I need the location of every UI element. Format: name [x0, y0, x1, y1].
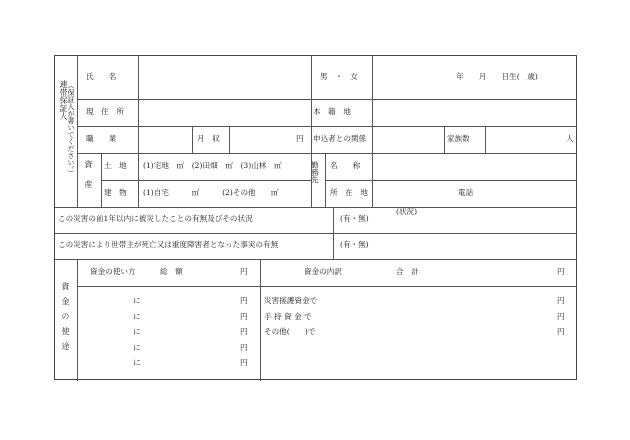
- use-row: に: [133, 312, 141, 321]
- rule: [77, 99, 577, 100]
- breakdown-row: 手 持 資 金 で: [264, 312, 312, 321]
- breakdown-row-yen: 円: [557, 296, 565, 305]
- prior-disaster-question: この災害の前1年以内に被災したことの有無及びその状況: [58, 214, 253, 223]
- sex-label: 男 ・ 女: [320, 72, 358, 81]
- building-label: 建 物: [104, 188, 127, 197]
- rule: [229, 126, 230, 153]
- use-row: に: [133, 358, 141, 367]
- guarantor-side-title: 連帯保証人: [59, 80, 68, 120]
- name-label: 氏 名: [86, 72, 117, 81]
- breakdown-row: 災害援護資金で: [264, 296, 318, 305]
- address-label: 現 住 所: [86, 107, 124, 116]
- workplace-label: 勤務先: [310, 161, 320, 184]
- rule: [55, 233, 577, 234]
- rule: [55, 207, 577, 208]
- rule: [333, 207, 334, 259]
- use-row: に: [133, 343, 141, 352]
- location-label: 所 在 地: [330, 188, 368, 197]
- death-options: (有・無): [340, 240, 369, 249]
- rule: [77, 286, 577, 287]
- use-row-yen: 円: [240, 358, 248, 367]
- assets-label: 資産: [84, 160, 93, 200]
- total-label: 総 額: [160, 267, 183, 276]
- use-header: 資金の使い方: [90, 267, 136, 276]
- family-unit: 人: [566, 134, 574, 143]
- rule: [485, 126, 486, 153]
- use-row-yen: 円: [240, 343, 248, 352]
- death-question: この災害により世帯主が死亡又は重度障害者となった事実の有無: [58, 240, 279, 249]
- rule: [101, 180, 311, 181]
- rule: [311, 56, 312, 207]
- rule: [77, 259, 78, 381]
- use-row: に: [133, 327, 141, 336]
- company-label: 名 称: [330, 161, 361, 170]
- income-label: 月 収: [197, 134, 220, 143]
- rule: [444, 126, 445, 153]
- breakdown-row-yen: 円: [557, 327, 565, 336]
- family-label: 家族数: [447, 134, 470, 143]
- breakdown-row-yen: 円: [557, 312, 565, 321]
- rule: [192, 126, 193, 153]
- use-row: に: [133, 296, 141, 305]
- rule: [55, 259, 577, 260]
- breakdown-header: 資金の内訳: [304, 267, 342, 276]
- relation-label: 申込者との関係: [313, 134, 367, 143]
- prior-disaster-options: (有・無): [340, 214, 369, 223]
- use-row-yen: 円: [240, 312, 248, 321]
- total-yen: 円: [240, 267, 248, 276]
- rule: [77, 126, 577, 127]
- birth-label: 年 月 日生( 歳): [456, 72, 538, 81]
- status-label: (状況): [396, 207, 418, 216]
- domicile-label: 本 籍 地: [313, 107, 351, 116]
- breakdown-row: その他( )で: [264, 327, 316, 336]
- guarantor-side-note: （保証人が書いてください。）: [67, 82, 75, 177]
- rule: [372, 56, 373, 207]
- sum-label: 合 計: [396, 267, 419, 276]
- use-row-yen: 円: [240, 327, 248, 336]
- rule: [101, 153, 102, 207]
- land-items: (1)宅地 ㎡ (2)田畑 ㎡ (3)山林 ㎡: [143, 161, 282, 170]
- rule: [325, 180, 577, 181]
- use-row-yen: 円: [240, 296, 248, 305]
- income-unit: 円: [296, 134, 304, 143]
- rule: [77, 56, 78, 207]
- sum-yen: 円: [557, 267, 565, 276]
- rule: [260, 259, 261, 381]
- rule: [77, 153, 577, 154]
- funds-side-title: 資金の使途: [61, 282, 70, 357]
- land-label: 土 地: [104, 161, 127, 170]
- rule: [138, 56, 139, 207]
- building-items: (1)自宅 ㎡ (2)その他 ㎡: [143, 188, 279, 197]
- rule: [325, 153, 326, 207]
- occupation-label: 職 業: [86, 134, 117, 143]
- phone-label: 電話: [458, 188, 474, 197]
